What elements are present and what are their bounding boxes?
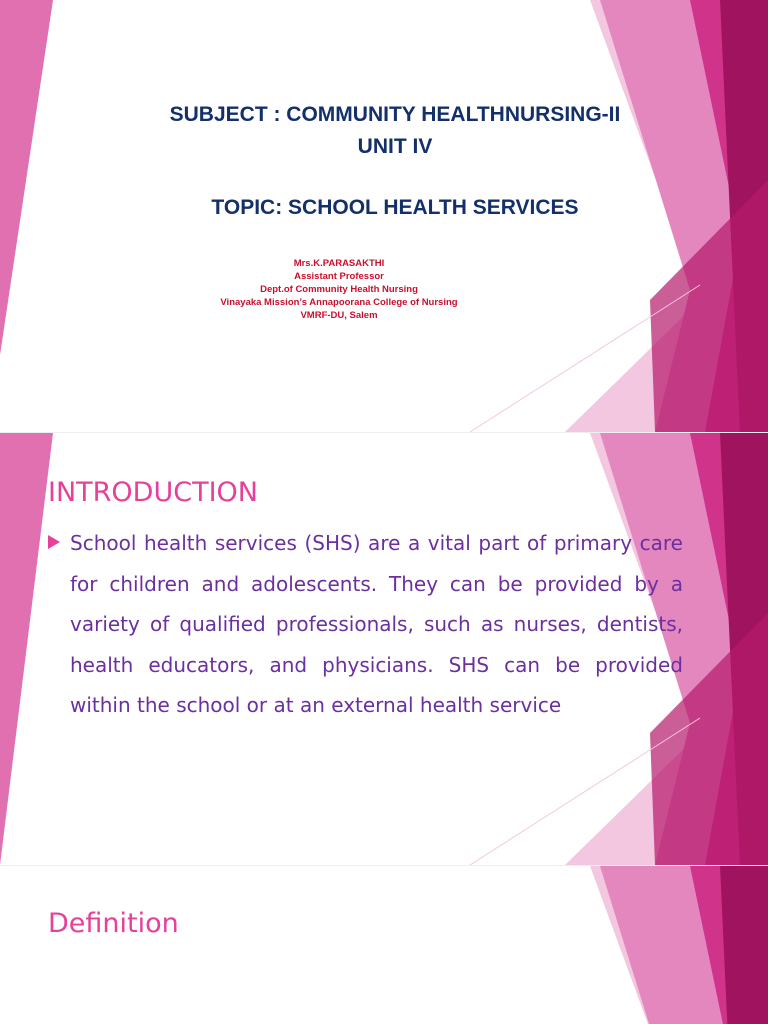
left-accent-shape	[0, 0, 53, 355]
bullet-text: School health services (SHS) are a vital part of primary care for children and adolescents. They can be provided by a variety of qualified professionals, such as nurses, dentists, health educators, and physicians. SHS can be provided within the school or at an external health service	[70, 531, 683, 717]
slide-heading: INTRODUCTION	[48, 477, 258, 508]
subject-title: SUBJECT : COMMUNITY HEALTHNURSING-II	[169, 103, 621, 126]
left-accent-shape	[0, 433, 53, 865]
title-slide	[0, 0, 768, 432]
author-name: Mrs.K.PARASAKTHI	[293, 258, 385, 269]
author-institution: VMRF-DU, Salem	[300, 310, 378, 321]
author-college: Vinayaka Mission’s Annapoorana College of Nursing	[220, 297, 458, 308]
bullet-arrow-icon	[48, 535, 60, 549]
slide-heading: Definition	[48, 908, 179, 939]
author-block	[180, 257, 498, 322]
right-accent-dark	[720, 866, 768, 1024]
introduction-slide	[0, 433, 768, 865]
topic-title: TOPIC: SCHOOL HEALTH SERVICES	[211, 196, 579, 219]
unit-title: UNIT IV	[357, 135, 433, 158]
author-role: Assistant Professor	[294, 271, 384, 282]
slide-decoration	[0, 866, 768, 1024]
definition-slide	[0, 866, 768, 1024]
author-department: Dept.of Community Health Nursing	[260, 284, 418, 295]
